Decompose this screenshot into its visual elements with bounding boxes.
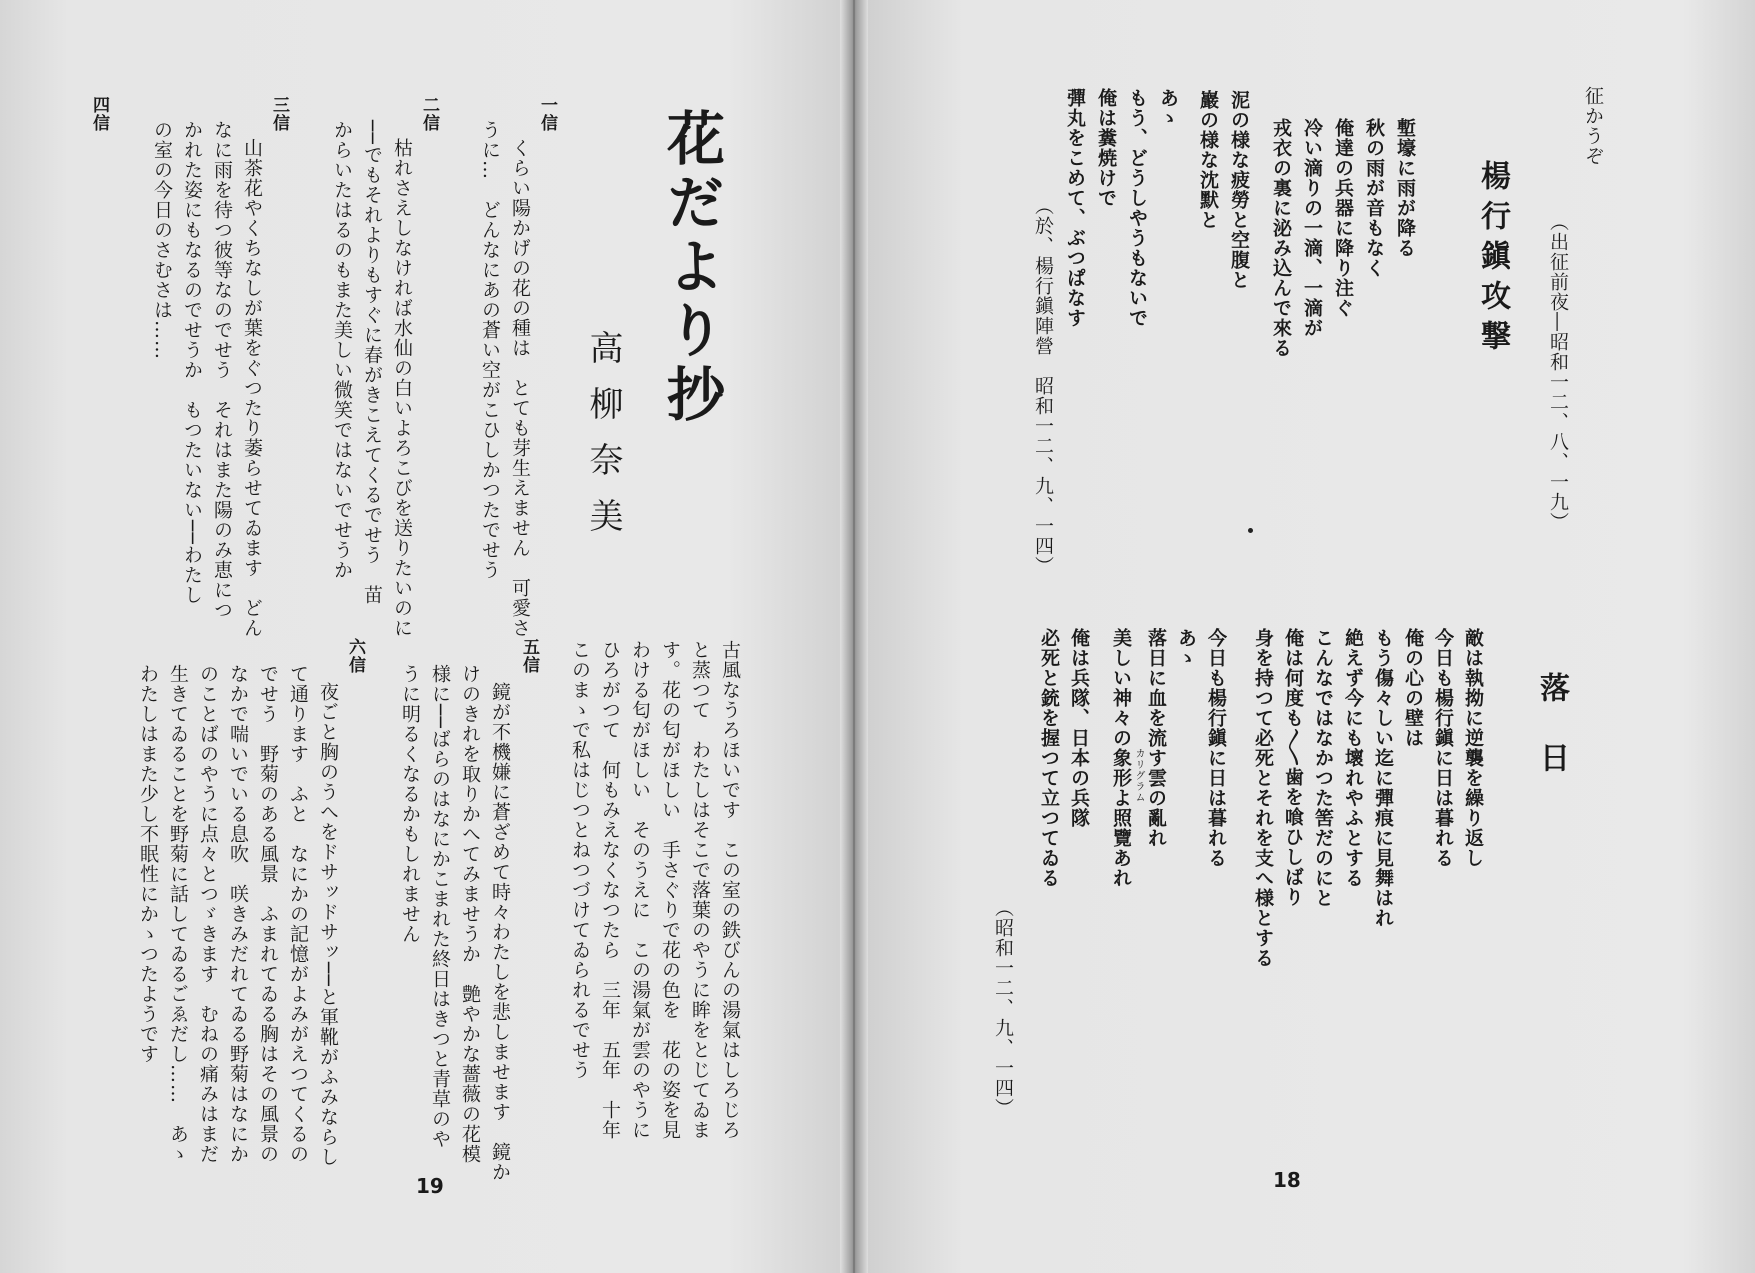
letter-line: 鏡が不機嫌に蒼ざめて時々わたしを悲しませます 鏡か xyxy=(489,682,511,1182)
poem1-line: 秋の雨が音もなく xyxy=(1363,118,1385,278)
letter-heading: 三信 xyxy=(269,96,289,132)
letter-line: て通ります ふと なにかの記憶がよみがえつてくるの xyxy=(287,664,309,1164)
letter-line: うに明るくなるかもしれません xyxy=(399,664,421,944)
letter-heading: 五信 xyxy=(519,638,539,674)
poem2-line: 落日に血を流す雲の亂れ xyxy=(1145,628,1167,848)
letter-line: からいたはるのもまた美しい微笑ではないでせうか xyxy=(331,120,353,580)
letter-line: でせう 野菊のある風景 ふまれてゐる胸はその風景の xyxy=(257,664,279,1164)
book-gutter xyxy=(840,0,868,1273)
letter-line: ひろがつて 何もみえなくなつたら 三年 五年 十年 xyxy=(599,640,621,1140)
poem2-line: 俺は何度も〳〵歯を喰ひしばり xyxy=(1282,628,1304,907)
poem1-line: 戎衣の裏に泌み込んで來る xyxy=(1270,118,1292,358)
poem1-line: 塹壕に雨が降る xyxy=(1394,118,1416,258)
letter-line: ──でもそれよりもすぐに春がきこえてくるでせう 苗 xyxy=(361,120,383,605)
letter-line: 枯れさえしなければ水仙の白いよろこびを送りたいのに xyxy=(391,138,413,638)
letter-line: うに… どんなにあの蒼い空がこひしかつたでせう xyxy=(479,120,501,580)
letter-line: 山茶花やくちなしが葉をぐつたり萎らせてゐます どん xyxy=(241,138,263,638)
page-number-19: 19 xyxy=(416,1174,444,1198)
article-title: 花だより抄 xyxy=(657,108,725,428)
letter-line: わたしはまた少し不眠性にかゝつたようです xyxy=(137,664,159,1064)
letter-heading: 二信 xyxy=(419,96,439,132)
letter-line: このまゝで私はじつとねつづけてゐられるでせう xyxy=(569,640,591,1080)
poem1-line: 彈丸をこめて、ぶつぱなす xyxy=(1064,88,1086,328)
poem2-line: 敵は執拗に逆襲を繰り返し xyxy=(1462,628,1484,868)
letter-heading: 一信 xyxy=(537,96,557,132)
ruby-text: カリグラム xyxy=(1133,748,1144,803)
poem2-line: 俺は兵隊、日本の兵隊 xyxy=(1068,628,1090,828)
poem1-line: 泥の様な疲勞と空腹と xyxy=(1228,90,1250,290)
poem1-line: 冷い滴りの一滴、一滴が xyxy=(1301,118,1323,338)
letter-line: なに雨を待つ彼等なのでせう それはまた陽のみ恵につ xyxy=(211,120,233,620)
page-number-18: 18 xyxy=(1273,1168,1301,1192)
poem1-date-note: （出征前夜―昭和一二、八、一九） xyxy=(1547,212,1569,532)
poem2-line: 俺の心の壁は xyxy=(1402,628,1424,748)
poem1-line: 巖の様な沈默と xyxy=(1197,90,1219,230)
poem1-line: 俺達の兵器に降り注ぐ xyxy=(1332,118,1354,318)
poem2-line: もう傷々しい迄に彈痕に見舞はれ xyxy=(1372,628,1394,928)
separator-dot xyxy=(1248,528,1253,533)
letter-line: 夜ごと胸のうへをドサッドサッ──と軍靴がふみならし xyxy=(317,682,339,1167)
poem1-line: あゝ xyxy=(1157,88,1179,128)
letter-line: のことばのやうに点々とつゞきます むねの痛みはまだ xyxy=(197,664,219,1164)
letter-heading: 六信 xyxy=(345,638,365,674)
letter-line: 様に──ばらのはなにかこまれた終日はきつと青草のや xyxy=(429,664,451,1149)
poem2-date-note: （昭和一二、九、一四） xyxy=(992,898,1014,1118)
letter-line: 古風なうろほいです この室の鉄びんの湯氣はしろじろ xyxy=(719,640,741,1140)
letter-line: わける匂がほしい そのうえに この湯氣が雲のやうに xyxy=(629,640,651,1140)
letter-line: くらい陽かげの花の種は とても芽生えません 可愛さ xyxy=(509,138,531,638)
letter-line: と蒸つて わたしはそこで落葉のやうに眸をとじてゐま xyxy=(689,640,711,1140)
letter-line: の室の今日のさむさは…… xyxy=(151,120,173,360)
letter-line: 生きてゐることを野菊に話してゐるごゑだし…… あゝ xyxy=(167,664,189,1164)
top-note: 征かうぞ xyxy=(1582,86,1604,166)
letter-line: す。花の匂がほしい 手さぐりで花の色を 花の姿を見 xyxy=(659,640,681,1140)
poem-title-rakujitsu: 落日 xyxy=(1534,672,1569,812)
article-author: 高柳奈美 xyxy=(583,330,623,554)
poem-title-yokochin: 楊行鎭攻撃 xyxy=(1475,160,1510,360)
poem1-line: もう、どうしやうもないで xyxy=(1126,88,1148,328)
poem2-line: 身を持つて必死とそれを支へ様とする xyxy=(1252,628,1274,968)
poem2-line: 必死と銃を握つて立つてゐる xyxy=(1038,628,1060,888)
poem1-line: 俺は糞焼けで xyxy=(1095,88,1117,208)
letter-heading: 四信 xyxy=(89,96,109,132)
poem2-line: 今日も楊行鎭に日は暮れる xyxy=(1205,628,1227,868)
letter-line: なかで喘いでいる息吹 咲きみだれてゐる野菊はなにか xyxy=(227,664,249,1164)
poem2-line: こんなではなかつた筈だのにと xyxy=(1312,628,1334,908)
poem2-line: あゝ xyxy=(1175,628,1197,668)
letter-line: かれた姿にもなるのでせうか もつたいない──わたし xyxy=(181,120,203,605)
letter-line: けのきれを取りかへてみませうか 艶やかな薔薇の花模 xyxy=(459,664,481,1164)
poem1-footnote: （於、楊行鎭陣營 昭和一二、九、一四） xyxy=(1032,196,1054,576)
poem2-line: 絶えず今にも壞れやふとする xyxy=(1342,628,1364,888)
poem2-line: 今日も楊行鎭に日は暮れる xyxy=(1432,628,1454,868)
poem2-line: 美しい神々の象形よ照覽あれ xyxy=(1110,628,1132,888)
